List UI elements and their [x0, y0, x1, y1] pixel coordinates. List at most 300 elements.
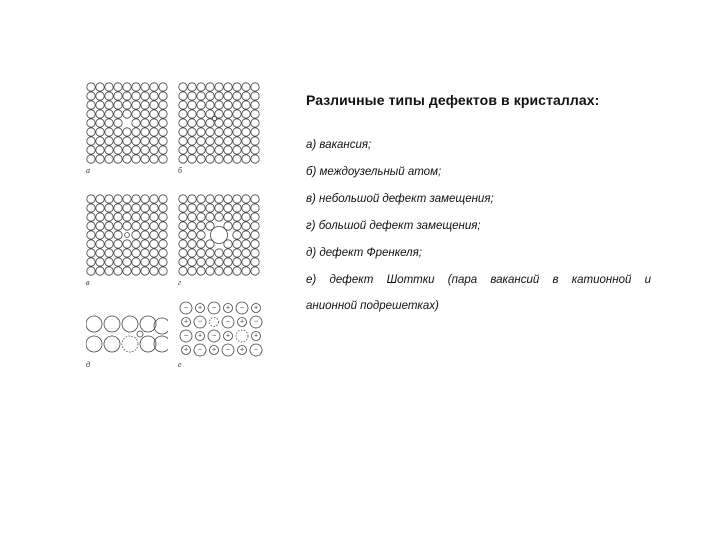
list-item: д) дефект Френкеля; — [306, 247, 422, 259]
lattice-atom — [233, 110, 241, 118]
panel-b-interstitial — [178, 82, 260, 164]
lattice-atom — [159, 83, 167, 91]
lattice-atom — [215, 146, 223, 154]
panel-e-frenkel — [86, 314, 168, 358]
lattice-atom — [141, 128, 149, 136]
lattice-atom — [206, 267, 214, 275]
lattice-atom — [215, 258, 223, 266]
lattice-atom — [123, 92, 131, 100]
lattice-atom — [188, 128, 196, 136]
lattice-atom — [251, 83, 259, 91]
lattice-atom — [150, 92, 158, 100]
lattice-atom — [224, 249, 232, 257]
lattice-atom — [96, 137, 104, 145]
lattice-atom — [233, 204, 241, 212]
panel-label-a: а — [86, 166, 90, 175]
lattice-atom — [233, 128, 241, 136]
lattice-atom — [159, 231, 167, 239]
lattice-atom — [87, 267, 95, 275]
lattice-atom — [87, 240, 95, 248]
lattice-atom — [197, 213, 205, 221]
lattice-atom — [96, 204, 104, 212]
lattice-atom — [105, 146, 113, 154]
lattice-atom — [159, 155, 167, 163]
lattice-atom — [132, 128, 140, 136]
lattice-atom — [132, 258, 140, 266]
lattice-atom — [150, 240, 158, 248]
lattice-atom — [188, 101, 196, 109]
lattice-atom — [197, 267, 205, 275]
lattice-atom — [150, 195, 158, 203]
lattice-atom — [123, 128, 131, 136]
lattice-atom — [215, 249, 223, 257]
lattice-atom — [188, 213, 196, 221]
lattice-atom — [251, 249, 259, 257]
lattice-atom — [197, 128, 205, 136]
lattice-atom — [197, 137, 205, 145]
lattice-atom — [233, 240, 241, 248]
lattice-atom — [251, 240, 259, 248]
lattice-atom — [87, 137, 95, 145]
lattice-atom — [233, 92, 241, 100]
lattice-atom — [251, 231, 259, 239]
lattice-atom — [197, 222, 205, 230]
lattice-atom — [188, 249, 196, 257]
lattice-atom — [159, 146, 167, 154]
lattice-atom — [132, 231, 140, 239]
lattice-atom — [179, 204, 187, 212]
lattice-atom — [114, 110, 122, 118]
description-block — [306, 92, 651, 326]
lattice-atom — [123, 195, 131, 203]
lattice-atom — [242, 267, 250, 275]
substitution-atom-large — [211, 227, 228, 244]
lattice-atom — [105, 128, 113, 136]
cation-sign: + — [239, 318, 245, 326]
lattice-atom — [224, 155, 232, 163]
lattice-atom — [96, 83, 104, 91]
lattice-atom — [114, 92, 122, 100]
list-item: анионной подрешетках) — [306, 300, 439, 312]
lattice-atom — [188, 92, 196, 100]
cation-sign: + — [183, 318, 189, 326]
panel-label-d: г — [178, 278, 182, 287]
lattice-atom — [123, 101, 131, 109]
panel-c-small-substitution — [86, 194, 168, 276]
lattice-atom — [233, 155, 241, 163]
lattice-atom — [188, 267, 196, 275]
vacancy-site — [210, 318, 219, 327]
lattice-atom — [123, 137, 131, 145]
lattice-atom — [242, 92, 250, 100]
lattice-atom — [105, 258, 113, 266]
lattice-atom — [123, 83, 131, 91]
lattice-atom — [197, 231, 205, 239]
lattice-atom — [150, 110, 158, 118]
lattice-atom — [215, 204, 223, 212]
lattice-atom — [251, 137, 259, 145]
lattice-atom — [141, 110, 149, 118]
lattice-atom — [242, 155, 250, 163]
lattice-atom — [242, 204, 250, 212]
lattice-atom — [150, 101, 158, 109]
lattice-atom — [150, 155, 158, 163]
lattice-atom — [197, 83, 205, 91]
lattice-atom — [87, 195, 95, 203]
lattice-atom — [132, 195, 140, 203]
lattice-atom — [96, 240, 104, 248]
lattice-atom — [159, 110, 167, 118]
lattice-atom — [188, 119, 196, 127]
cation-sign: + — [197, 304, 203, 312]
lattice-atom — [105, 110, 113, 118]
lattice-atom — [224, 146, 232, 154]
lattice-atom — [159, 240, 167, 248]
cation-sign: + — [225, 332, 231, 340]
lattice-atom — [188, 231, 196, 239]
lattice-atom — [224, 83, 232, 91]
lattice-atom — [159, 92, 167, 100]
lattice-atom — [105, 137, 113, 145]
lattice-atom — [114, 222, 122, 230]
lattice-atom — [123, 240, 131, 248]
lattice-atom — [179, 128, 187, 136]
lattice-atom — [105, 240, 113, 248]
lattice-atom — [87, 155, 95, 163]
lattice-atom — [159, 128, 167, 136]
lattice-atom — [188, 222, 196, 230]
panel-label-c: в — [86, 278, 90, 287]
lattice-atom — [105, 119, 113, 127]
anion-sign: − — [239, 304, 245, 312]
lattice-atom — [105, 231, 113, 239]
lattice-atom — [86, 336, 102, 352]
lattice-atom — [141, 195, 149, 203]
lattice-atom — [132, 213, 140, 221]
lattice-atom — [197, 195, 205, 203]
lattice-atom — [179, 146, 187, 154]
lattice-atom — [242, 137, 250, 145]
lattice-atom — [206, 83, 214, 91]
lattice-atom — [179, 155, 187, 163]
lattice-atom — [179, 101, 187, 109]
anion-sign: − — [253, 318, 259, 326]
lattice-atom — [87, 146, 95, 154]
cation-sign: + — [183, 346, 189, 354]
lattice-atom — [251, 213, 259, 221]
lattice-atom — [105, 204, 113, 212]
lattice-atom — [87, 213, 95, 221]
lattice-atom — [96, 231, 104, 239]
lattice-atom — [233, 119, 241, 127]
lattice-atom — [188, 155, 196, 163]
lattice-atom — [242, 258, 250, 266]
lattice-atom — [179, 119, 187, 127]
lattice-atom — [141, 155, 149, 163]
anion-sign: − — [183, 332, 189, 340]
lattice-atom — [132, 204, 140, 212]
lattice-atom — [86, 316, 102, 332]
lattice-atom — [179, 83, 187, 91]
lattice-atom — [179, 110, 187, 118]
lattice-atom — [251, 258, 259, 266]
lattice-atom — [123, 222, 131, 230]
lattice-atom — [179, 240, 187, 248]
lattice-atom — [87, 258, 95, 266]
lattice-atom — [242, 119, 250, 127]
lattice-atom — [123, 204, 131, 212]
lattice-atom — [206, 195, 214, 203]
lattice-atom — [179, 137, 187, 145]
lattice-atom — [224, 101, 232, 109]
lattice-atom — [251, 222, 259, 230]
lattice-atom — [132, 92, 140, 100]
lattice-atom — [159, 195, 167, 203]
lattice-atom — [150, 222, 158, 230]
lattice-atom — [224, 195, 232, 203]
lattice-atom — [132, 267, 140, 275]
lattice-atom — [179, 222, 187, 230]
lattice-atom — [233, 258, 241, 266]
lattice-atom — [87, 83, 95, 91]
vacancy-site — [236, 330, 248, 342]
lattice-atom — [242, 101, 250, 109]
lattice-atom — [150, 258, 158, 266]
lattice-atom — [188, 110, 196, 118]
lattice-atom — [188, 83, 196, 91]
lattice-atom — [114, 204, 122, 212]
interstitial-atom — [137, 331, 143, 337]
lattice-atom — [132, 240, 140, 248]
lattice-atom — [197, 249, 205, 257]
lattice-atom — [197, 240, 205, 248]
lattice-atom — [141, 240, 149, 248]
lattice-atom — [150, 146, 158, 154]
lattice-atom — [159, 213, 167, 221]
lattice-atom — [159, 137, 167, 145]
lattice-atom — [104, 316, 120, 332]
lattice-atom — [87, 119, 95, 127]
lattice-atom — [206, 92, 214, 100]
lattice-atom — [251, 267, 259, 275]
list-item: в) небольшой дефект замещения; — [306, 193, 494, 205]
lattice-atom — [197, 119, 205, 127]
lattice-atom — [114, 137, 122, 145]
lattice-atom — [206, 101, 214, 109]
lattice-atom — [132, 137, 140, 145]
list-item: б) междоузельный атом; — [306, 166, 442, 178]
lattice-atom — [197, 110, 205, 118]
lattice-atom — [96, 222, 104, 230]
lattice-atom — [224, 92, 232, 100]
lattice-atom — [105, 249, 113, 257]
lattice-atom — [132, 119, 140, 127]
lattice-atom — [224, 258, 232, 266]
lattice-atom — [114, 195, 122, 203]
lattice-atom — [179, 258, 187, 266]
lattice-atom — [123, 267, 131, 275]
lattice-atom — [96, 101, 104, 109]
lattice-atom — [159, 249, 167, 257]
lattice-atom — [96, 249, 104, 257]
lattice-atom — [188, 195, 196, 203]
lattice-atom — [197, 101, 205, 109]
lattice-atom — [233, 101, 241, 109]
anion-sign: − — [183, 304, 189, 312]
panel-label-e: д — [86, 360, 91, 369]
lattice-atom — [179, 195, 187, 203]
lattice-atom — [96, 213, 104, 221]
lattice-atom — [206, 128, 214, 136]
lattice-atom — [206, 204, 214, 212]
lattice-atom — [251, 110, 259, 118]
lattice-atom — [159, 267, 167, 275]
lattice-atom — [251, 101, 259, 109]
interstitial-atom — [212, 116, 216, 120]
lattice-atom — [215, 195, 223, 203]
lattice-atom — [114, 83, 122, 91]
lattice-atom — [105, 267, 113, 275]
lattice-atom — [242, 222, 250, 230]
lattice-atom — [215, 155, 223, 163]
lattice-atom — [141, 231, 149, 239]
lattice-atom — [242, 110, 250, 118]
lattice-atom — [141, 222, 149, 230]
lattice-atom — [224, 128, 232, 136]
lattice-atom — [114, 258, 122, 266]
lattice-atom — [242, 240, 250, 248]
lattice-atom — [188, 137, 196, 145]
lattice-atom — [150, 128, 158, 136]
lattice-atom — [215, 92, 223, 100]
lattice-atom — [105, 222, 113, 230]
lattice-atom — [242, 249, 250, 257]
lattice-atom — [87, 92, 95, 100]
anion-sign: − — [211, 304, 217, 312]
lattice-atom — [114, 128, 122, 136]
lattice-atom — [96, 128, 104, 136]
lattice-atom — [105, 155, 113, 163]
lattice-atom — [132, 249, 140, 257]
lattice-atom — [87, 222, 95, 230]
lattice-atom — [132, 155, 140, 163]
lattice-atom — [197, 258, 205, 266]
cation-sign: + — [239, 346, 245, 354]
lattice-atom — [233, 267, 241, 275]
lattice-atom — [150, 249, 158, 257]
lattice-atom — [141, 137, 149, 145]
lattice-atom — [224, 110, 232, 118]
lattice-atom — [206, 155, 214, 163]
lattice-atom — [233, 249, 241, 257]
page-title: Различные типы дефектов в кристаллах: — [306, 92, 600, 108]
lattice-atom — [233, 146, 241, 154]
lattice-atom — [96, 110, 104, 118]
lattice-atom — [242, 213, 250, 221]
lattice-atom — [141, 258, 149, 266]
lattice-atom — [179, 92, 187, 100]
lattice-atom — [206, 137, 214, 145]
lattice-atom — [251, 146, 259, 154]
lattice-atom — [114, 240, 122, 248]
lattice-atom — [150, 119, 158, 127]
lattice-atom — [188, 240, 196, 248]
lattice-atom — [105, 92, 113, 100]
cation-sign: + — [211, 346, 217, 354]
lattice-atom — [141, 146, 149, 154]
lattice-atom — [114, 101, 122, 109]
cation-sign: + — [253, 332, 259, 340]
lattice-atom — [141, 119, 149, 127]
lattice-atom — [224, 213, 232, 221]
lattice-atom — [132, 83, 140, 91]
list-item: а) вакансия; — [306, 139, 372, 151]
lattice-atom — [114, 119, 122, 127]
lattice-atom — [122, 316, 138, 332]
lattice-atom — [159, 204, 167, 212]
lattice-atom — [159, 119, 167, 127]
anion-sign: − — [197, 318, 203, 326]
lattice-atom — [206, 146, 214, 154]
anion-sign: − — [197, 346, 203, 354]
lattice-atom — [233, 137, 241, 145]
lattice-atom — [87, 101, 95, 109]
lattice-atom — [242, 146, 250, 154]
lattice-atom — [123, 110, 131, 118]
anion-sign: − — [253, 346, 259, 354]
lattice-atom — [215, 128, 223, 136]
lattice-atom — [123, 258, 131, 266]
lattice-atom — [105, 195, 113, 203]
vacancy-site — [122, 336, 138, 352]
lattice-atom — [132, 110, 140, 118]
lattice-atom — [150, 267, 158, 275]
lattice-atom — [251, 92, 259, 100]
anion-sign: − — [225, 346, 231, 354]
lattice-atom — [251, 204, 259, 212]
lattice-atom — [114, 146, 122, 154]
lattice-atom — [123, 155, 131, 163]
lattice-atom — [179, 213, 187, 221]
lattice-atom — [96, 195, 104, 203]
lattice-atom — [96, 155, 104, 163]
lattice-atom — [251, 195, 259, 203]
lattice-atom — [251, 128, 259, 136]
lattice-atom — [114, 213, 122, 221]
lattice-atom — [105, 83, 113, 91]
lattice-atom — [87, 249, 95, 257]
lattice-atom — [96, 258, 104, 266]
cation-sign: + — [253, 304, 259, 312]
lattice-atom — [242, 128, 250, 136]
lattice-atom — [141, 83, 149, 91]
panel-a-vacancy — [86, 82, 168, 164]
anion-sign: − — [211, 332, 217, 340]
lattice-atom — [150, 83, 158, 91]
lattice-atom — [141, 249, 149, 257]
lattice-atom — [215, 137, 223, 145]
lattice-atom — [188, 204, 196, 212]
lattice-atom — [251, 119, 259, 127]
lattice-atom — [179, 231, 187, 239]
crystal-defects-figure — [82, 78, 272, 378]
lattice-atom — [123, 146, 131, 154]
lattice-atom — [105, 101, 113, 109]
lattice-atom — [215, 83, 223, 91]
lattice-atom — [159, 101, 167, 109]
lattice-atom — [96, 119, 104, 127]
lattice-atom — [206, 258, 214, 266]
